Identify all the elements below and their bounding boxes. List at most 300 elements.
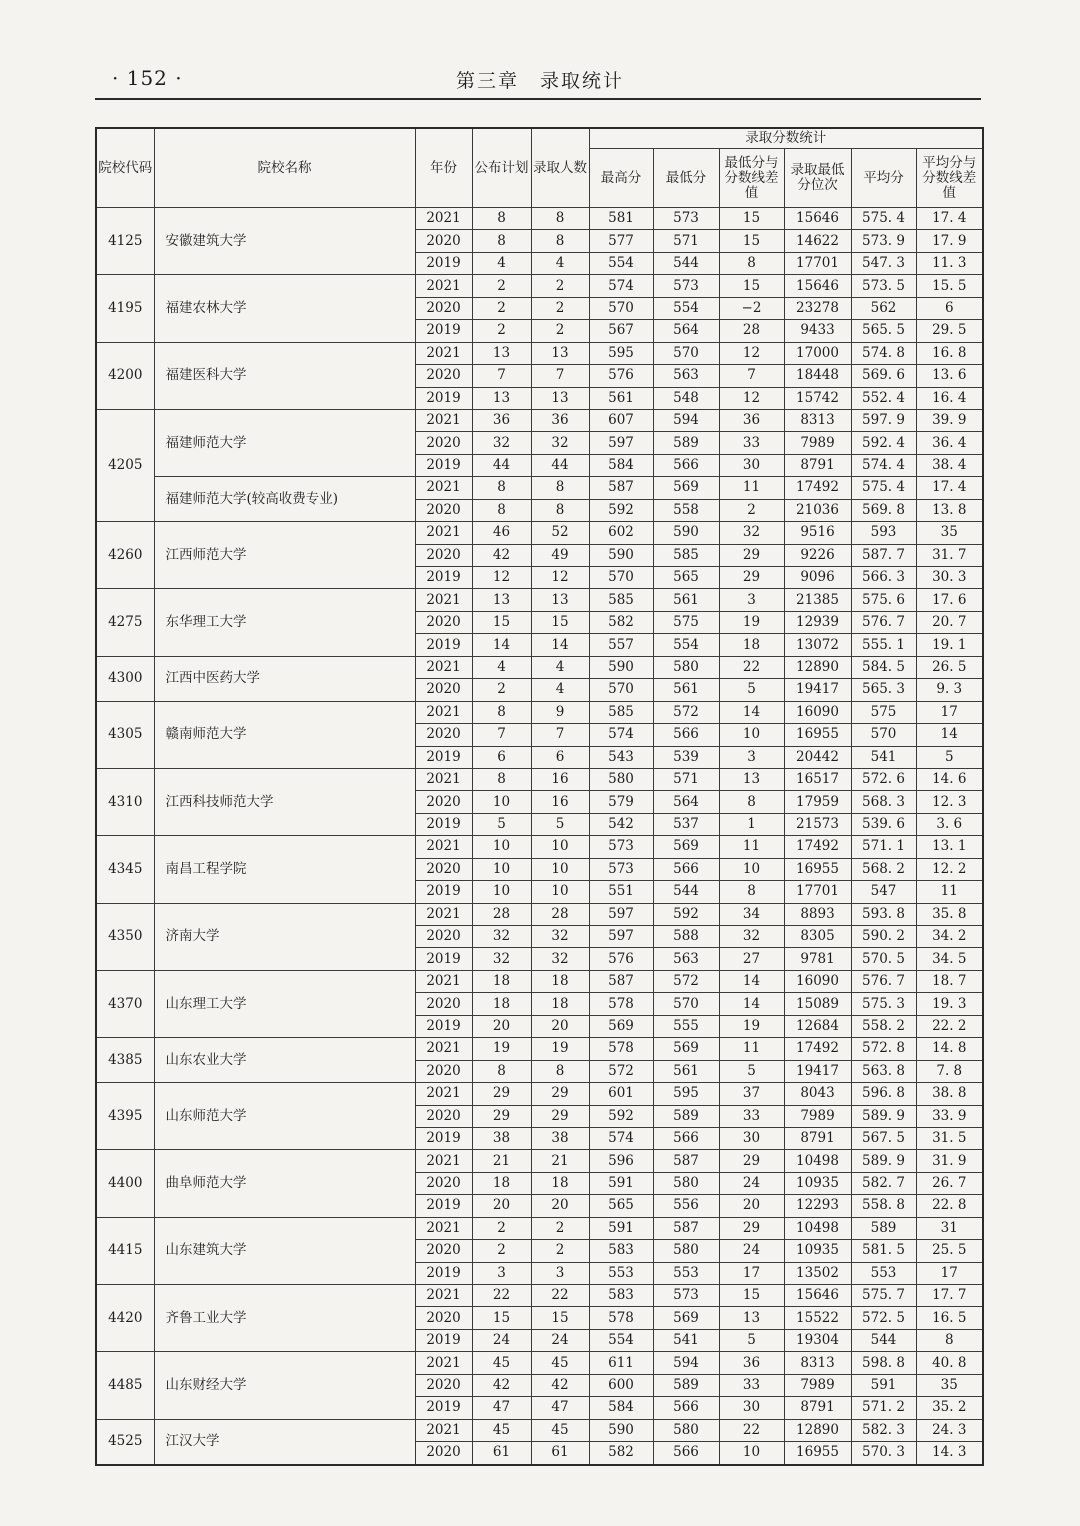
cell-min-diff: 2 (719, 499, 784, 521)
cell-min-rank: 8791 (784, 1127, 851, 1149)
cell-avg-diff: 8 (916, 1329, 983, 1351)
cell-year: 2021 (415, 477, 472, 499)
cell-plan: 5 (472, 813, 531, 835)
cell-min-diff: 11 (719, 477, 784, 499)
cell-max-score: 579 (589, 791, 653, 813)
cell-school-name: 福建师范大学(较高收费专业) (154, 477, 415, 522)
cell-avg-diff: 11. 3 (916, 252, 983, 274)
cell-year: 2020 (415, 1307, 472, 1329)
cell-plan: 3 (472, 1262, 531, 1284)
cell-max-score: 580 (589, 768, 653, 790)
cell-min-score: 555 (653, 1015, 719, 1037)
cell-year: 2020 (415, 365, 472, 387)
table-row (96, 970, 983, 992)
cell-max-score: 585 (589, 701, 653, 723)
cell-avg-diff: 38. 8 (916, 1083, 983, 1105)
cell-min-rank: 15646 (784, 275, 851, 297)
cell-school-name: 山东师范大学 (154, 1083, 415, 1150)
cell-avg-score: 576. 7 (851, 970, 916, 992)
cell-avg-diff: 34. 5 (916, 948, 983, 970)
cell-plan: 6 (472, 746, 531, 768)
cell-plan: 2 (472, 275, 531, 297)
cell-year: 2019 (415, 320, 472, 342)
cell-avg-score: 582. 3 (851, 1419, 916, 1441)
cell-avg-diff: 30. 3 (916, 567, 983, 589)
cell-avg-diff: 31. 5 (916, 1127, 983, 1149)
cell-admitted: 21 (531, 1150, 589, 1172)
cell-avg-diff: 11 (916, 881, 983, 903)
cell-avg-diff: 17. 6 (916, 589, 983, 611)
cell-year: 2020 (415, 1060, 472, 1082)
cell-avg-diff: 13. 8 (916, 499, 983, 521)
cell-school-name: 福建农林大学 (154, 275, 415, 342)
cell-avg-diff: 14. 3 (916, 1442, 983, 1465)
cell-admitted: 4 (531, 656, 589, 678)
cell-min-diff: 29 (719, 1217, 784, 1239)
cell-min-diff: 33 (719, 432, 784, 454)
cell-plan: 2 (472, 297, 531, 319)
cell-max-score: 590 (589, 656, 653, 678)
cell-plan: 47 (472, 1397, 531, 1419)
cell-min-score: 573 (653, 275, 719, 297)
cell-avg-score: 558. 8 (851, 1195, 916, 1217)
cell-min-score: 575 (653, 611, 719, 633)
cell-plan: 13 (472, 387, 531, 409)
table-row (96, 1285, 983, 1307)
cell-year: 2020 (415, 432, 472, 454)
cell-min-rank: 9781 (784, 948, 851, 970)
cell-plan: 21 (472, 1150, 531, 1172)
cell-min-score: 564 (653, 320, 719, 342)
cell-admitted: 47 (531, 1397, 589, 1419)
page-number: · 152 · (112, 66, 183, 90)
cell-avg-score: 592. 4 (851, 432, 916, 454)
cell-school-name: 福建医科大学 (154, 342, 415, 409)
cell-min-diff: 3 (719, 746, 784, 768)
cell-year: 2021 (415, 275, 472, 297)
cell-min-diff: 22 (719, 656, 784, 678)
cell-plan: 28 (472, 903, 531, 925)
cell-min-score: 569 (653, 477, 719, 499)
cell-max-score: 543 (589, 746, 653, 768)
cell-school-name: 江西中医药大学 (154, 656, 415, 701)
cell-avg-score: 574. 4 (851, 454, 916, 476)
cell-plan: 20 (472, 1195, 531, 1217)
cell-avg-diff: 20. 7 (916, 611, 983, 633)
cell-min-rank: 13502 (784, 1262, 851, 1284)
cell-min-score: 595 (653, 1083, 719, 1105)
cell-admitted: 16 (531, 768, 589, 790)
cell-min-score: 561 (653, 589, 719, 611)
cell-avg-score: 568. 2 (851, 858, 916, 880)
cell-avg-score: 593. 8 (851, 903, 916, 925)
cell-admitted: 8 (531, 477, 589, 499)
cell-plan: 32 (472, 948, 531, 970)
cell-admitted: 15 (531, 1307, 589, 1329)
cell-school-name: 东华理工大学 (154, 589, 415, 656)
cell-min-score: 594 (653, 1352, 719, 1374)
cell-plan: 29 (472, 1105, 531, 1127)
cell-min-rank: 19417 (784, 679, 851, 701)
cell-admitted: 18 (531, 970, 589, 992)
cell-max-score: 567 (589, 320, 653, 342)
cell-plan: 13 (472, 342, 531, 364)
header-name: 院校名称 (154, 128, 415, 208)
cell-avg-score: 575. 3 (851, 993, 916, 1015)
cell-plan: 15 (472, 1307, 531, 1329)
cell-school-name: 安徽建筑大学 (154, 208, 415, 275)
cell-min-score: 556 (653, 1195, 719, 1217)
cell-year: 2019 (415, 881, 472, 903)
cell-admitted: 52 (531, 522, 589, 544)
cell-admitted: 10 (531, 836, 589, 858)
cell-min-diff: 34 (719, 903, 784, 925)
cell-school-code: 4275 (96, 589, 154, 656)
cell-admitted: 3 (531, 1262, 589, 1284)
header-min-rank: 录取最低分位次 (784, 149, 851, 208)
cell-plan: 12 (472, 567, 531, 589)
cell-min-diff: 1 (719, 813, 784, 835)
cell-school-code: 4305 (96, 701, 154, 768)
table-row (96, 836, 983, 858)
cell-min-score: 569 (653, 836, 719, 858)
cell-year: 2020 (415, 1240, 472, 1262)
cell-admitted: 18 (531, 1172, 589, 1194)
cell-max-score: 570 (589, 567, 653, 589)
cell-max-score: 573 (589, 836, 653, 858)
table-row (96, 409, 983, 431)
cell-max-score: 597 (589, 903, 653, 925)
cell-max-score: 574 (589, 724, 653, 746)
cell-admitted: 49 (531, 544, 589, 566)
header-code: 院校代码 (96, 128, 154, 208)
cell-plan: 2 (472, 1217, 531, 1239)
cell-plan: 8 (472, 230, 531, 252)
cell-admitted: 12 (531, 567, 589, 589)
cell-min-score: 569 (653, 1038, 719, 1060)
cell-plan: 2 (472, 679, 531, 701)
cell-min-score: 580 (653, 1172, 719, 1194)
cell-max-score: 576 (589, 365, 653, 387)
cell-admitted: 2 (531, 320, 589, 342)
cell-avg-diff: 16. 5 (916, 1307, 983, 1329)
cell-plan: 15 (472, 611, 531, 633)
cell-min-rank: 10498 (784, 1150, 851, 1172)
table-row (96, 1150, 983, 1172)
cell-min-rank: 9516 (784, 522, 851, 544)
cell-avg-diff: 24. 3 (916, 1419, 983, 1441)
header-avg-diff: 平均分与分数线差值 (916, 149, 983, 208)
cell-avg-score: 567. 5 (851, 1127, 916, 1149)
cell-min-rank: 16517 (784, 768, 851, 790)
cell-avg-diff: 35 (916, 1374, 983, 1396)
cell-school-name: 福建师范大学 (154, 409, 415, 476)
cell-min-rank: 17959 (784, 791, 851, 813)
cell-admitted: 45 (531, 1352, 589, 1374)
cell-avg-score: 587. 7 (851, 544, 916, 566)
cell-avg-score: 570 (851, 724, 916, 746)
cell-school-name: 赣南师范大学 (154, 701, 415, 768)
cell-plan: 18 (472, 1172, 531, 1194)
cell-min-rank: 12890 (784, 1419, 851, 1441)
cell-plan: 8 (472, 768, 531, 790)
cell-year: 2019 (415, 1195, 472, 1217)
cell-avg-score: 563. 8 (851, 1060, 916, 1082)
cell-min-score: 580 (653, 1240, 719, 1262)
cell-avg-score: 558. 2 (851, 1015, 916, 1037)
cell-min-diff: 19 (719, 611, 784, 633)
cell-min-rank: 10498 (784, 1217, 851, 1239)
cell-max-score: 592 (589, 499, 653, 521)
cell-min-score: 566 (653, 1127, 719, 1149)
cell-year: 2019 (415, 1329, 472, 1351)
cell-admitted: 20 (531, 1195, 589, 1217)
cell-min-rank: 8313 (784, 409, 851, 431)
cell-year: 2019 (415, 1397, 472, 1419)
cell-avg-diff: 15. 5 (916, 275, 983, 297)
cell-max-score: 597 (589, 926, 653, 948)
cell-avg-score: 552. 4 (851, 387, 916, 409)
cell-max-score: 578 (589, 1307, 653, 1329)
cell-avg-diff: 17. 7 (916, 1285, 983, 1307)
cell-admitted: 44 (531, 454, 589, 476)
cell-year: 2020 (415, 1442, 472, 1465)
cell-min-score: 566 (653, 858, 719, 880)
cell-avg-diff: 12. 3 (916, 791, 983, 813)
cell-plan: 4 (472, 252, 531, 274)
cell-admitted: 24 (531, 1329, 589, 1351)
cell-avg-score: 574. 8 (851, 342, 916, 364)
cell-min-diff: 3 (719, 589, 784, 611)
cell-school-name: 济南大学 (154, 903, 415, 970)
cell-min-diff: 5 (719, 1329, 784, 1351)
cell-school-name: 江汉大学 (154, 1419, 415, 1464)
cell-avg-score: 568. 3 (851, 791, 916, 813)
cell-min-score: 573 (653, 208, 719, 230)
cell-year: 2020 (415, 611, 472, 633)
cell-avg-diff: 19. 1 (916, 634, 983, 656)
cell-school-code: 4385 (96, 1038, 154, 1083)
cell-min-rank: 7989 (784, 1374, 851, 1396)
cell-min-diff: 11 (719, 836, 784, 858)
cell-max-score: 569 (589, 1015, 653, 1037)
cell-school-code: 4485 (96, 1352, 154, 1419)
cell-min-score: 571 (653, 768, 719, 790)
cell-school-name: 曲阜师范大学 (154, 1150, 415, 1217)
cell-school-name: 江西师范大学 (154, 522, 415, 589)
cell-admitted: 32 (531, 926, 589, 948)
cell-min-score: 573 (653, 1285, 719, 1307)
cell-min-score: 544 (653, 881, 719, 903)
cell-avg-score: 589. 9 (851, 1150, 916, 1172)
cell-school-code: 4260 (96, 522, 154, 589)
cell-max-score: 570 (589, 297, 653, 319)
cell-min-diff: 29 (719, 544, 784, 566)
cell-avg-diff: 26. 7 (916, 1172, 983, 1194)
cell-plan: 13 (472, 589, 531, 611)
cell-min-score: 587 (653, 1217, 719, 1239)
cell-admitted: 2 (531, 1217, 589, 1239)
cell-plan: 8 (472, 499, 531, 521)
cell-year: 2019 (415, 813, 472, 835)
cell-avg-score: 569. 8 (851, 499, 916, 521)
cell-min-diff: 10 (719, 1442, 784, 1465)
cell-avg-score: 584. 5 (851, 656, 916, 678)
cell-min-diff: 12 (719, 387, 784, 409)
cell-avg-score: 562 (851, 297, 916, 319)
cell-avg-score: 555. 1 (851, 634, 916, 656)
cell-min-diff: 32 (719, 522, 784, 544)
cell-max-score: 590 (589, 1419, 653, 1441)
cell-min-score: 589 (653, 1105, 719, 1127)
cell-avg-diff: 35. 8 (916, 903, 983, 925)
cell-min-diff: 8 (719, 791, 784, 813)
cell-avg-score: 541 (851, 746, 916, 768)
admission-statistics-table (95, 127, 984, 1466)
cell-avg-score: 575 (851, 701, 916, 723)
cell-school-name: 江西科技师范大学 (154, 768, 415, 835)
chapter-title: 第三章 录取统计 (455, 70, 624, 92)
cell-admitted: 8 (531, 208, 589, 230)
cell-year: 2020 (415, 791, 472, 813)
cell-min-diff: 15 (719, 1285, 784, 1307)
cell-school-name: 山东建筑大学 (154, 1217, 415, 1284)
cell-max-score: 551 (589, 881, 653, 903)
cell-year: 2019 (415, 1262, 472, 1284)
cell-min-score: 544 (653, 252, 719, 274)
cell-admitted: 7 (531, 365, 589, 387)
cell-max-score: 590 (589, 544, 653, 566)
cell-admitted: 13 (531, 342, 589, 364)
cell-min-score: 566 (653, 724, 719, 746)
cell-min-rank: 20442 (784, 746, 851, 768)
cell-min-rank: 21573 (784, 813, 851, 835)
table-row (96, 768, 983, 790)
cell-year: 2021 (415, 1038, 472, 1060)
cell-max-score: 587 (589, 477, 653, 499)
cell-min-diff: 19 (719, 1015, 784, 1037)
cell-max-score: 578 (589, 1038, 653, 1060)
cell-min-score: 585 (653, 544, 719, 566)
cell-max-score: 597 (589, 432, 653, 454)
cell-admitted: 32 (531, 948, 589, 970)
header-max: 最高分 (589, 149, 653, 208)
cell-min-rank: 16955 (784, 858, 851, 880)
cell-min-rank: 14622 (784, 230, 851, 252)
cell-min-score: 589 (653, 432, 719, 454)
cell-avg-score: 575. 7 (851, 1285, 916, 1307)
cell-avg-score: 581. 5 (851, 1240, 916, 1262)
cell-max-score: 583 (589, 1240, 653, 1262)
cell-min-diff: 24 (719, 1240, 784, 1262)
cell-max-score: 582 (589, 611, 653, 633)
cell-min-diff: 15 (719, 230, 784, 252)
cell-plan: 2 (472, 320, 531, 342)
cell-year: 2020 (415, 499, 472, 521)
cell-avg-score: 572. 8 (851, 1038, 916, 1060)
cell-min-diff: 8 (719, 252, 784, 274)
cell-avg-diff: 26. 5 (916, 656, 983, 678)
cell-plan: 10 (472, 858, 531, 880)
cell-school-code: 4370 (96, 970, 154, 1037)
cell-plan: 7 (472, 724, 531, 746)
cell-min-score: 539 (653, 746, 719, 768)
cell-max-score: 576 (589, 948, 653, 970)
cell-avg-diff: 22. 2 (916, 1015, 983, 1037)
cell-avg-score: 575. 6 (851, 589, 916, 611)
cell-plan: 18 (472, 993, 531, 1015)
cell-max-score: 573 (589, 858, 653, 880)
cell-max-score: 595 (589, 342, 653, 364)
cell-year: 2020 (415, 1172, 472, 1194)
cell-avg-diff: 36. 4 (916, 432, 983, 454)
cell-plan: 8 (472, 701, 531, 723)
cell-min-score: 580 (653, 1419, 719, 1441)
cell-min-rank: 8893 (784, 903, 851, 925)
cell-min-diff: 18 (719, 634, 784, 656)
cell-admitted: 2 (531, 297, 589, 319)
cell-max-score: 570 (589, 679, 653, 701)
cell-year: 2020 (415, 230, 472, 252)
cell-avg-diff: 19. 3 (916, 993, 983, 1015)
cell-year: 2019 (415, 1015, 472, 1037)
cell-avg-score: 589. 9 (851, 1105, 916, 1127)
cell-min-rank: 17701 (784, 881, 851, 903)
cell-admitted: 4 (531, 679, 589, 701)
table-row (96, 701, 983, 723)
cell-min-diff: 30 (719, 454, 784, 476)
cell-min-score: 563 (653, 948, 719, 970)
cell-max-score: 591 (589, 1172, 653, 1194)
cell-min-score: 553 (653, 1262, 719, 1284)
cell-max-score: 577 (589, 230, 653, 252)
cell-min-rank: 16955 (784, 724, 851, 746)
header-min: 最低分 (653, 149, 719, 208)
cell-year: 2019 (415, 252, 472, 274)
cell-min-rank: 19304 (784, 1329, 851, 1351)
cell-min-rank: 10935 (784, 1240, 851, 1262)
cell-plan: 4 (472, 656, 531, 678)
cell-min-rank: 8313 (784, 1352, 851, 1374)
cell-max-score: 584 (589, 454, 653, 476)
cell-school-code: 4125 (96, 208, 154, 275)
cell-avg-score: 591 (851, 1374, 916, 1396)
cell-min-diff: 29 (719, 567, 784, 589)
cell-max-score: 602 (589, 522, 653, 544)
cell-year: 2021 (415, 903, 472, 925)
cell-year: 2021 (415, 589, 472, 611)
cell-plan: 61 (472, 1442, 531, 1465)
cell-avg-score: 575. 4 (851, 477, 916, 499)
cell-min-rank: 17492 (784, 477, 851, 499)
cell-admitted: 5 (531, 813, 589, 835)
header-year: 年份 (415, 128, 472, 208)
cell-year: 2020 (415, 544, 472, 566)
cell-avg-score: 570. 3 (851, 1442, 916, 1465)
cell-year: 2019 (415, 948, 472, 970)
cell-avg-score: 565. 5 (851, 320, 916, 342)
cell-min-rank: 9226 (784, 544, 851, 566)
cell-admitted: 20 (531, 1015, 589, 1037)
cell-school-code: 4350 (96, 903, 154, 970)
cell-min-diff: 12 (719, 342, 784, 364)
cell-year: 2020 (415, 1105, 472, 1127)
cell-admitted: 45 (531, 1419, 589, 1441)
cell-year: 2021 (415, 409, 472, 431)
cell-admitted: 18 (531, 993, 589, 1015)
cell-plan: 32 (472, 432, 531, 454)
cell-min-diff: 15 (719, 208, 784, 230)
